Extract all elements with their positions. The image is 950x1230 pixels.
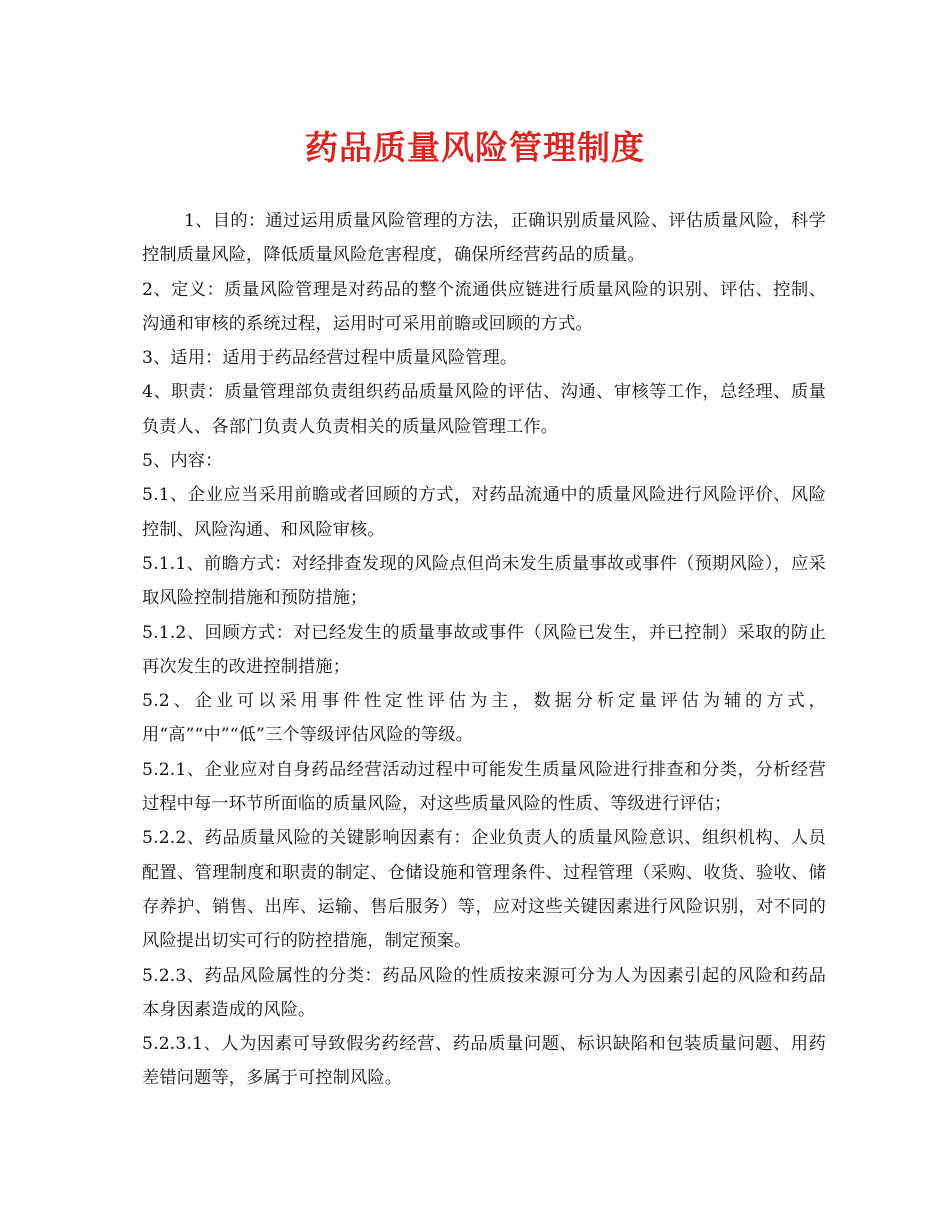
paragraph-5-1: 5.1、企业应当采用前瞻或者回顾的方式，对药品流通中的质量风险进行风险评价、风险控制、风险沟通、和风险审核。 — [142, 485, 826, 540]
paragraph-5-2-1: 5.2.1、企业应对自身药品经营活动过程中可能发生质量风险进行排查和分类，分析经营过程中每一环节所面临的质量风险，对这些质量风险的性质、等级进行评估； — [142, 759, 826, 815]
paragraph-5-1-2: 5.1.2、回顾方式：对已经发生的质量事故或事件（风险已发生，并已控制）采取的防止再次发生的改进控制措施； — [142, 622, 826, 677]
paragraph-responsibility: 4、职责：质量管理部负责组织药品质量风险的评估、沟通、审核等工作，总经理、质量负责人、各部门负责人负责相关的质量风险管理工作。 — [142, 382, 826, 437]
document-body — [142, 204, 826, 1096]
paragraph-5-2-2: 5.2.2、药品质量风险的关键影响因素有：企业负责人的质量风险意识、组织机构、人员配置、管理制度和职责的制定、仓储设施和管理条件、过程管理（采购、收货、验收、储存养护、销售、出库、运输、售后服务）等，应对这些关键因素进行风险识别，对不同的风险提出切实可行的防控措施，制定预案。 — [142, 828, 826, 952]
paragraph-5-2: 5.2、企业可以采用事件性定性评估为主，数据分析定量评估为辅的方式，用“高”“中”“低”三个等级评估风险的等级。 — [142, 691, 826, 746]
document-title: 药品质量风险管理制度 — [305, 128, 645, 167]
paragraph-content-heading: 5、内容： — [142, 451, 223, 472]
paragraph-5-2-3: 5.2.3、药品风险属性的分类：药品风险的性质按来源可分为人为因素引起的风险和药品本身因素造成的风险。 — [142, 965, 826, 1020]
paragraph-definition: 2、定义：质量风险管理是对药品的整个流通供应链进行质量风险的识别、评估、控制、沟通和审核的系统过程，运用时可采用前瞻或回顾的方式。 — [142, 279, 826, 334]
paragraph-5-2-3-1: 5.2.3.1、人为因素可导致假劣药经营、药品质量问题、标识缺陷和包装质量问题、用药差错问题等，多属于可控制风险。 — [142, 1034, 826, 1089]
paragraph-scope: 3、适用：适用于药品经营过程中质量风险管理。 — [142, 348, 518, 369]
paragraph-purpose: 1、目的：通过运用质量风险管理的方法，正确识别质量风险、评估质量风险，科学控制质量风险，降低质量风险危害程度，确保所经营药品的质量。 — [142, 211, 826, 266]
paragraph-5-1-1: 5.1.1、前瞻方式：对经排查发现的风险点但尚未发生质量事故或事件（预期风险），应采取风险控制措施和预防措施； — [142, 553, 826, 609]
